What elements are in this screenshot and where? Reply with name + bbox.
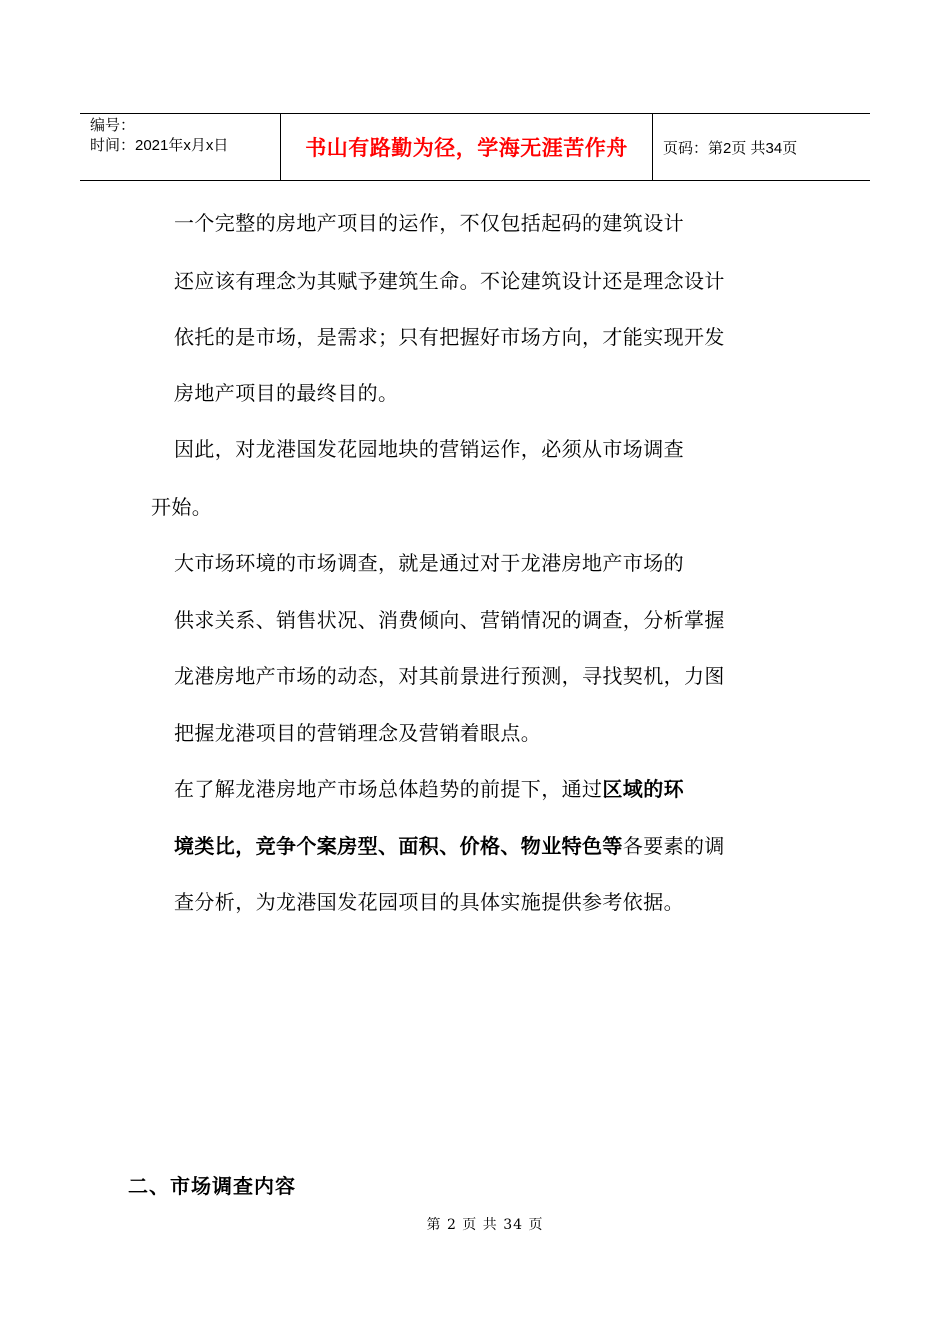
body-line-7: 大市场环境的市场调查，就是通过对于龙港房地产市场的	[174, 551, 684, 575]
body-line-9: 龙港房地产市场的动态，对其前景进行预测，寻找契机，力图	[174, 664, 725, 688]
body-line-1: 一个完整的房地产项目的运作，不仅包括起码的建筑设计	[174, 211, 684, 235]
body-line-2: 还应该有理念为其赋予建筑生命。不论建筑设计还是理念设计	[174, 269, 725, 293]
body-line-4: 房地产项目的最终目的。	[174, 381, 399, 405]
body-line-13: 查分析，为龙港国发花园项目的具体实施提供参考依据。	[174, 890, 684, 914]
section-heading: 二、市场调查内容	[128, 1174, 296, 1198]
header-page-info: 页码：第2页 共34页	[663, 139, 798, 157]
body-line-11-bold: 区域的环	[602, 777, 685, 801]
page-header	[80, 113, 870, 181]
body-line-11-regular: 在了解龙港房地产市场总体趋势的前提下，通过	[174, 777, 603, 801]
document-number-label: 编号：	[90, 117, 136, 134]
header-motto-cell	[281, 114, 653, 180]
header-motto: 书山有路勤为径，学海无涯苦作舟	[305, 136, 628, 160]
body-line-12-regular: 各要素的调	[622, 834, 725, 858]
body-line-5: 因此，对龙港国发花园地块的营销运作，必须从市场调查	[174, 437, 684, 461]
body-line-10: 把握龙港项目的营销理念及营销着眼点。	[174, 721, 542, 745]
body-line-3: 依托的是市场，是需求；只有把握好市场方向，才能实现开发	[174, 325, 725, 349]
page-footer: 第 2 页 共 34 页	[426, 1217, 544, 1233]
body-line-11	[174, 777, 684, 801]
document-time-label: 时间：2021年x月x日	[90, 137, 229, 154]
body-line-12	[174, 834, 725, 858]
body-line-12-bold: 境类比，竞争个案房型、面积、价格、物业特色等	[174, 834, 623, 858]
body-line-6: 开始。	[151, 495, 213, 519]
header-meta-cell	[80, 114, 281, 180]
body-line-8: 供求关系、销售状况、消费倾向、营销情况的调查，分析掌握	[174, 608, 725, 632]
header-page-cell	[653, 114, 870, 180]
